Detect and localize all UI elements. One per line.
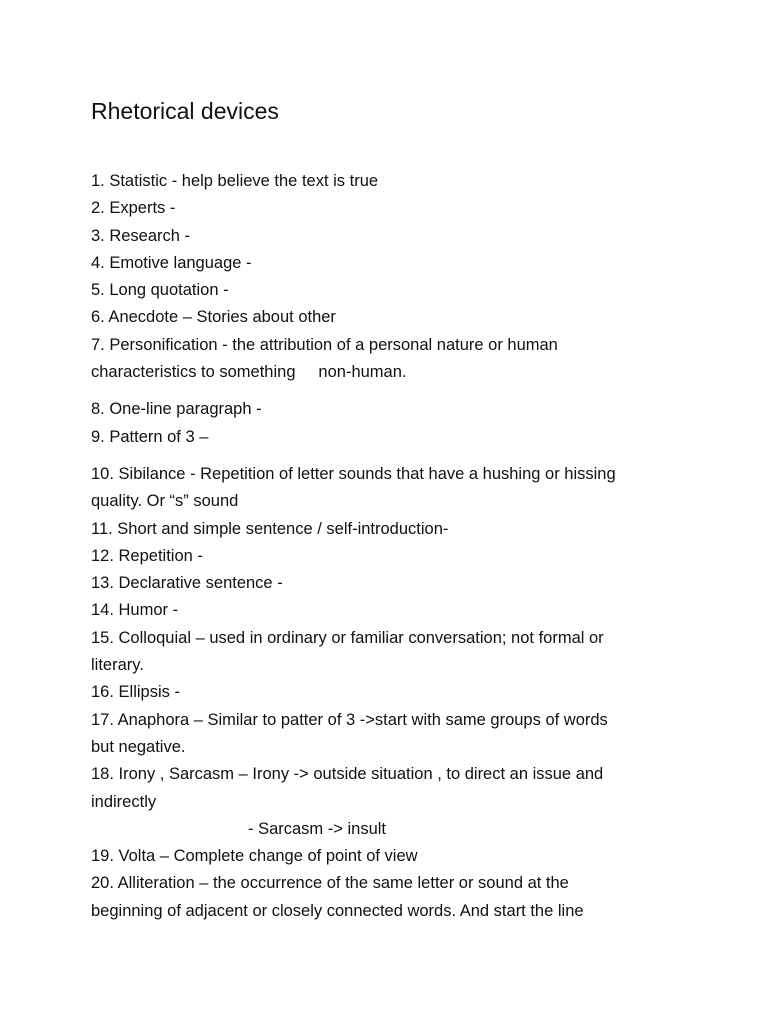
- list-item: [91, 625, 691, 680]
- item-line: 1. Statistic - help believe the text is true: [91, 172, 379, 190]
- item-line: 3. Research -: [91, 226, 191, 245]
- list-item: [91, 570, 691, 597]
- item-line: literary.: [91, 656, 144, 675]
- rhetorical-devices-list: [91, 168, 691, 925]
- item-line: characteristics to something non-human.: [91, 363, 407, 382]
- item-line: 2. Experts -: [91, 199, 176, 218]
- list-item: [91, 597, 691, 624]
- item-line: 18. Irony , Sarcasm – Irony -> outside situation , to direct an issue and: [91, 765, 604, 784]
- list-item: [91, 461, 691, 516]
- item-line: 12. Repetition -: [91, 546, 203, 565]
- list-item: [91, 332, 691, 387]
- item-line: 13. Declarative sentence -: [91, 574, 283, 593]
- item-line: 15. Colloquial – used in ordinary or familiar conversation; not formal or: [91, 628, 604, 647]
- list-item: [91, 277, 691, 304]
- list-item: [91, 543, 691, 570]
- list-item: [91, 870, 691, 925]
- item-line: 17. Anaphora – Similar to patter of 3 ->start with same groups of words: [91, 710, 608, 729]
- item-line: 8. One-line paragraph -: [91, 400, 262, 419]
- list-item: [91, 761, 691, 843]
- list-item: [91, 250, 691, 277]
- list-item: [91, 679, 691, 706]
- item-line: beginning of adjacent or closely connected words. And start the line: [91, 901, 584, 920]
- item-line: 9. Pattern of 3 –: [91, 427, 209, 446]
- item-line: 11. Short and simple sentence / self-introduction-: [91, 519, 449, 538]
- list-item: [91, 396, 691, 423]
- list-item: [91, 168, 691, 195]
- item-line: 20. Alliteration – the occurrence of the same letter or sound at the: [91, 874, 569, 893]
- list-item: [91, 304, 691, 331]
- list-item: [91, 707, 691, 762]
- item-line: 10. Sibilance - Repetition of letter sounds that have a hushing or hissing: [91, 464, 616, 483]
- item-line: 19. Volta – Complete change of point of view: [91, 847, 418, 866]
- item-line: indirectly: [91, 792, 157, 811]
- item-line: 14. Humor -: [91, 601, 179, 620]
- item-line: 5. Long quotation -: [91, 281, 229, 300]
- item-subline: - Sarcasm -> insult: [248, 819, 386, 838]
- list-item: [91, 516, 691, 543]
- page-title: Rhetorical devices: [91, 98, 279, 124]
- item-line: 4. Emotive language -: [91, 253, 252, 272]
- list-item: [91, 195, 691, 222]
- list-item: [91, 223, 691, 250]
- item-line: quality. Or “s” sound: [91, 492, 239, 511]
- item-line: but negative.: [91, 737, 186, 756]
- item-line: 16. Ellipsis -: [91, 683, 180, 702]
- list-item: [91, 424, 691, 451]
- item-line: 7. Personification - the attribution of a personal nature or human: [91, 335, 558, 354]
- item-line: 6. Anecdote – Stories about other: [91, 308, 336, 327]
- list-item: [91, 843, 691, 870]
